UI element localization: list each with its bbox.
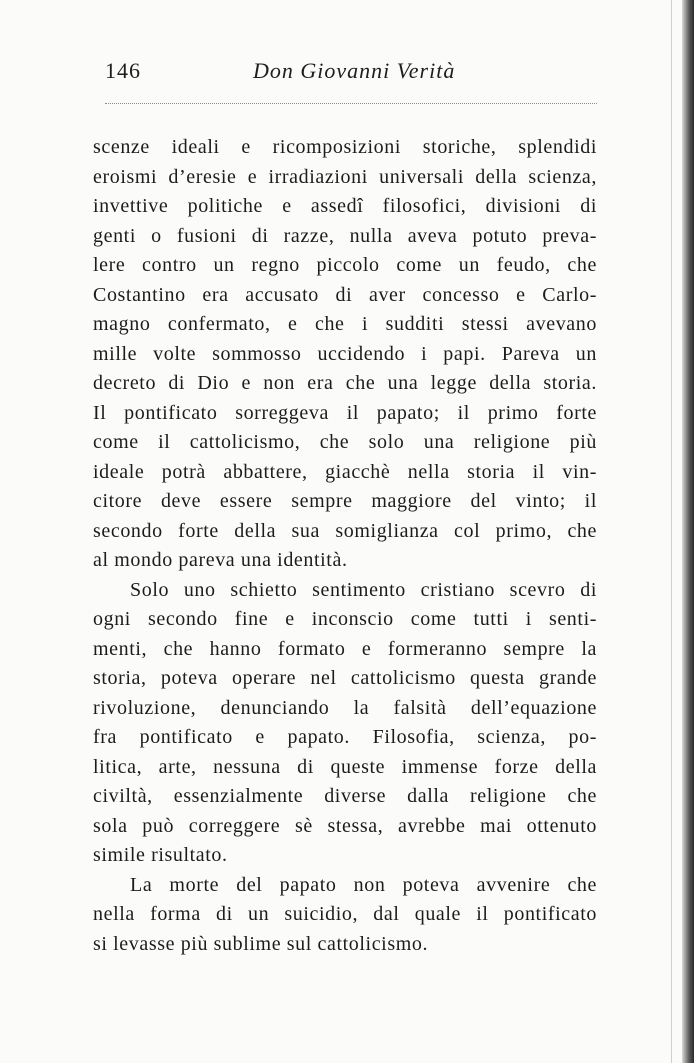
text-line: come il cattolicismo, che solo una religione più [93,431,597,453]
text-line: storia, poteva operare nel cattolicismo questa grande [93,667,597,689]
text-line: Il pontificato sorreggeva il papato; il primo forte [93,401,597,424]
body-text [93,133,597,959]
text-line: citore deve essere sempre maggiore del vinto; il [93,490,597,512]
text-line: eroismi d’eresie e irradiazioni universali della scienza, [93,165,597,188]
text-line: fra pontificato e papato. Filosofia, scienza, po- [93,726,597,748]
text-line: nella forma di un suicidio, dal quale il pontificato [93,903,597,925]
text-line: La morte del papato non poteva avvenire che [130,873,597,896]
text-line: scenze ideali e ricomposizioni storiche, splendidi [93,136,597,158]
running-head-title: Don Giovanni Verità [253,58,456,83]
text-line: genti o fusioni di razze, nulla aveva potuto preva- [93,224,597,247]
text-line: simile risultato. [93,844,228,866]
text-line: litica, arte, nessuna di queste immense forze della [93,755,597,778]
header-dotted-rule [105,103,597,104]
page-edge-shadow-line [671,0,672,1063]
text-line: si levasse più sublime sul cattolicismo. [93,932,429,955]
text-line: rivoluzione, denunciando la falsità dell’equazione [93,696,597,719]
text-line: mille volte sommosso uccidendo i papi. Pareva un [93,342,597,365]
text-line: Costantino era accusato di aver concesso e Carlo- [93,283,597,306]
text-line: lere contro un regno piccolo come un feudo, che [93,254,597,276]
page-number: 146 [105,58,141,83]
text-line: sola può correggere sè stessa, avrebbe mai ottenuto [93,814,597,837]
text-line: ogni secondo fine e inconscio come tutti i senti- [93,608,597,630]
text-line: al mondo pareva una identità. [93,549,348,571]
page-header [105,58,597,92]
text-line: invettive politiche e assedî filosofici, divisioni di [93,195,597,217]
text-line: decreto di Dio e non era che una legge della storia. [93,372,597,394]
text-line: secondo forte della sua somiglianza col primo, che [93,519,597,542]
text-line: magno confermato, e che i sudditi stessi avevano [93,313,597,335]
text-line: civiltà, essenzialmente diverse dalla religione che [93,785,597,807]
text-line: Solo uno schietto sentimento cristiano scevro di [130,578,597,601]
page-binding-edge [682,0,694,1063]
text-line: ideale potrà abbattere, giacchè nella storia il vin- [93,460,597,483]
text-line: menti, che hanno formato e formeranno sempre la [93,637,597,660]
